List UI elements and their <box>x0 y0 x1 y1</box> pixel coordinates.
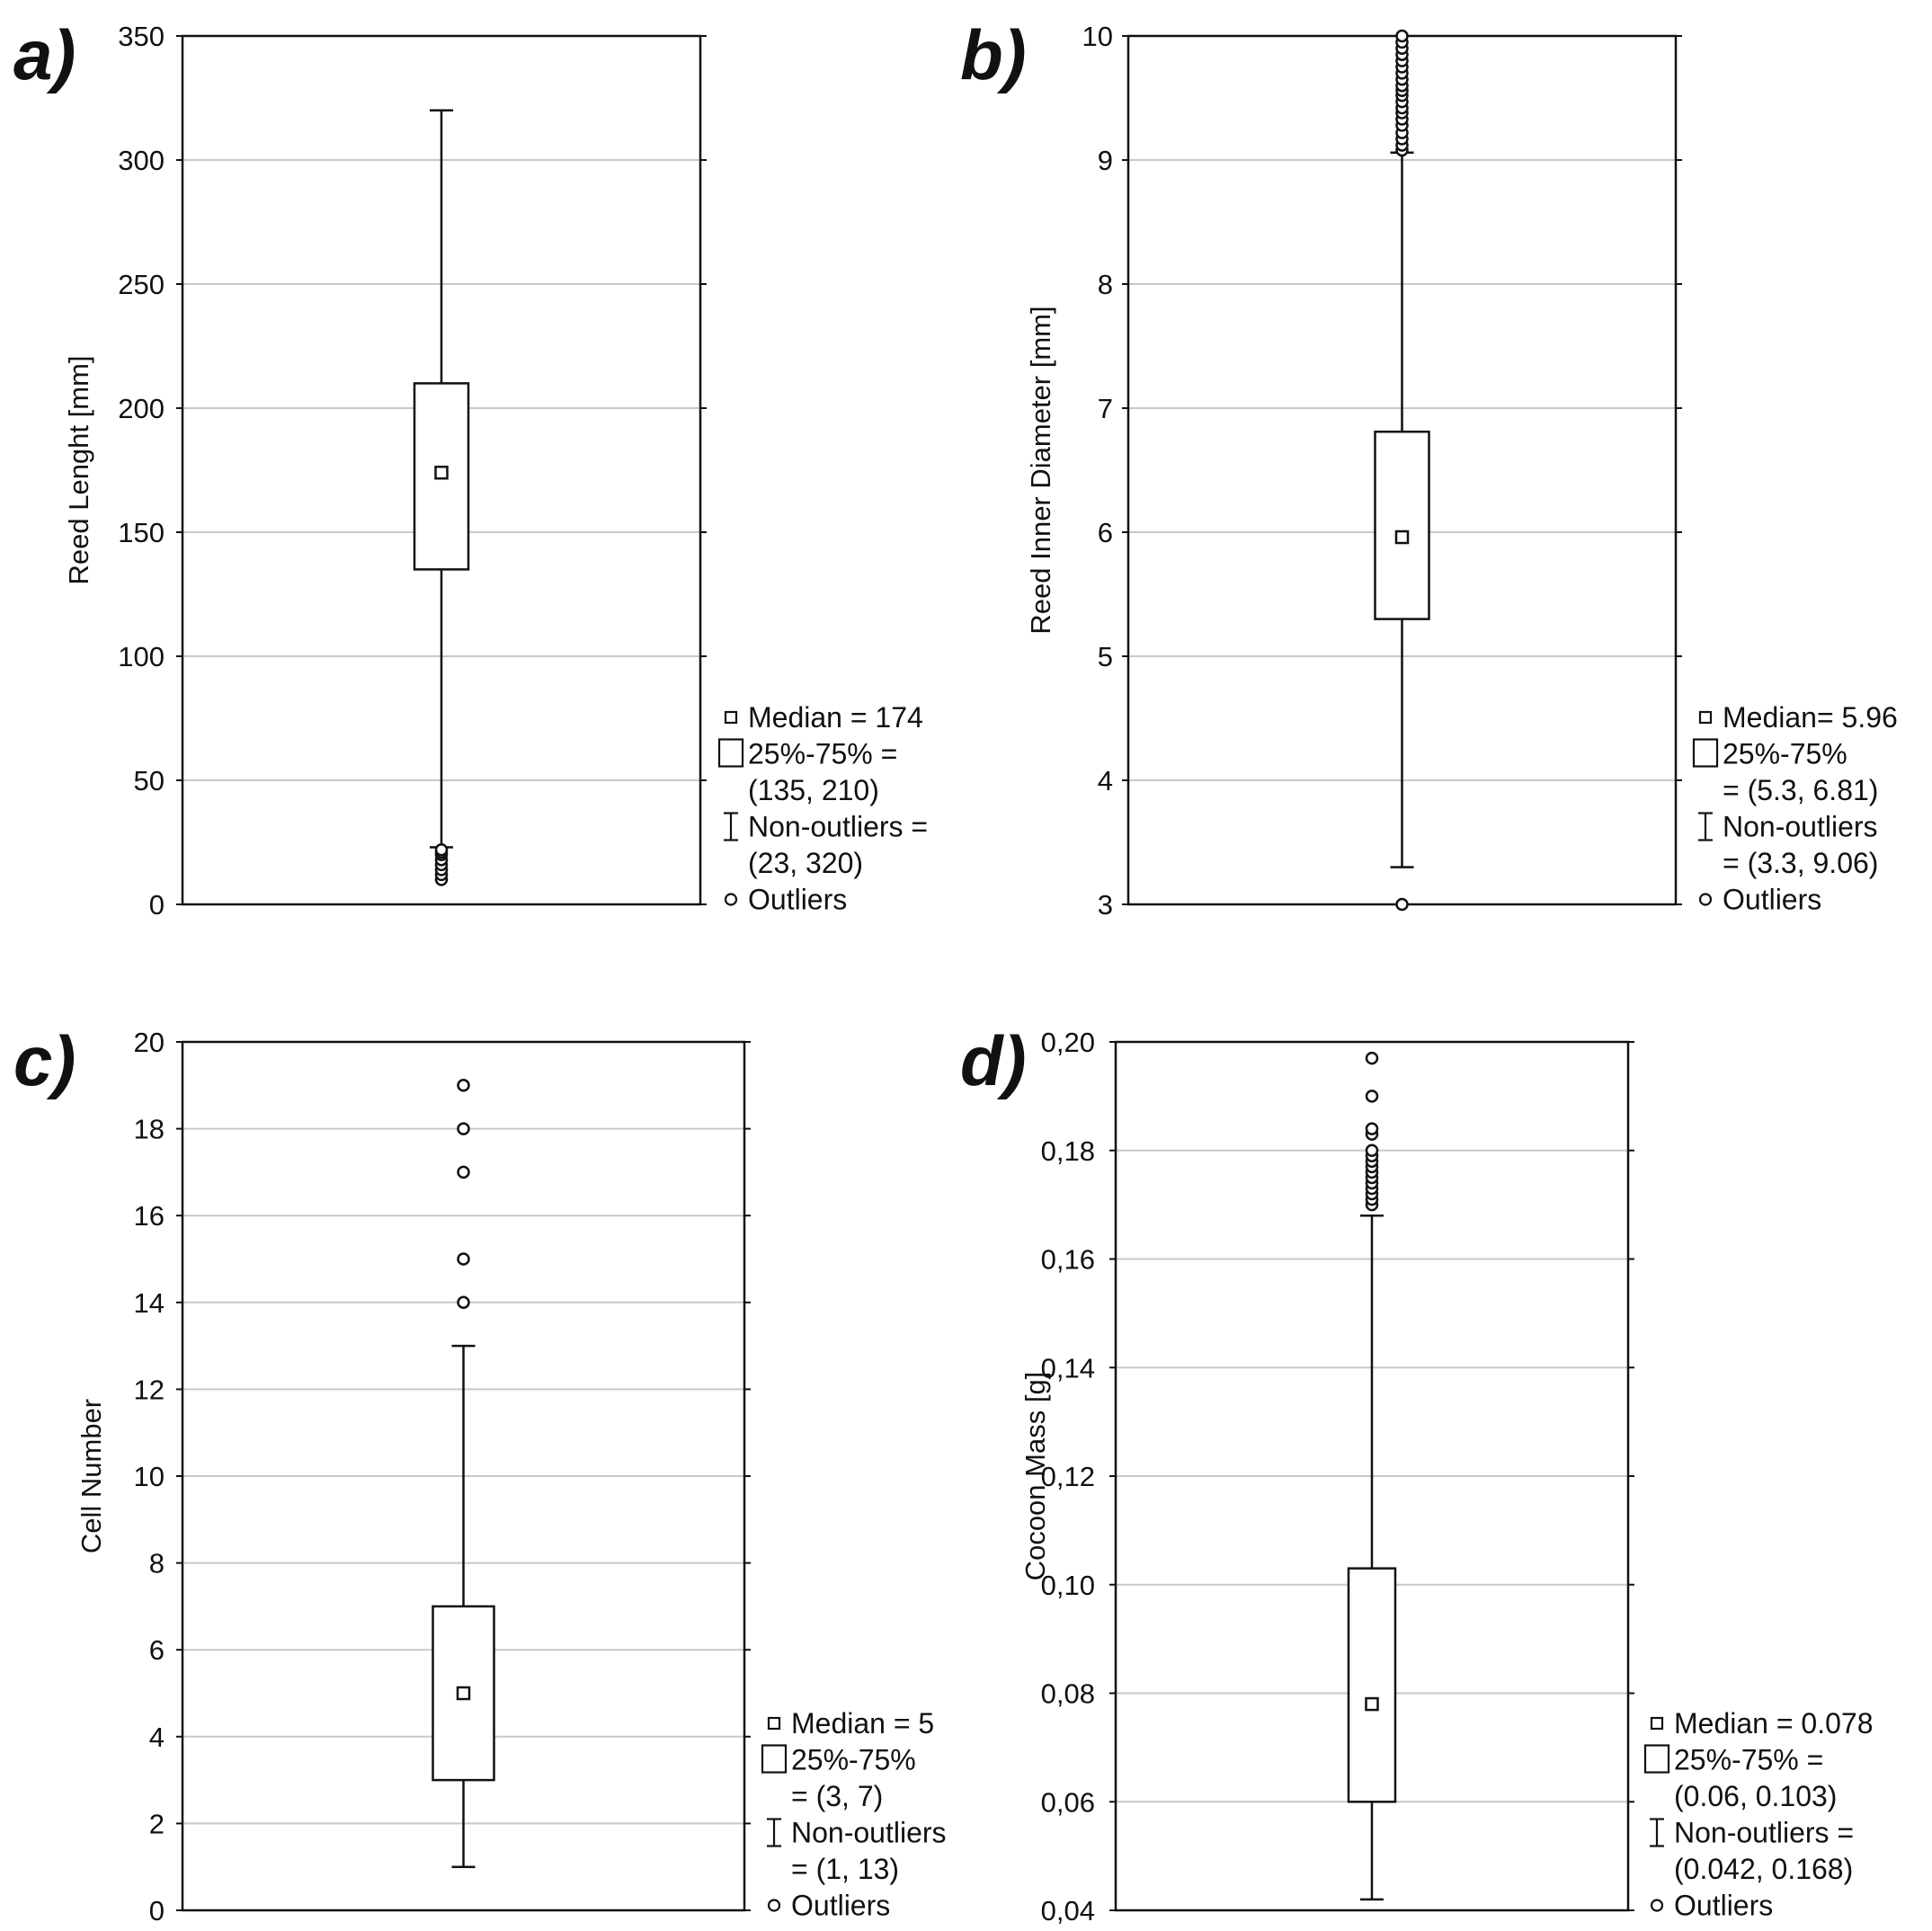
y-tick-label: 100 <box>118 641 165 672</box>
legend-median-text: Median = 174 <box>748 701 923 734</box>
legend-median-text: Median= 5.96 <box>1723 701 1898 734</box>
iqr-box <box>1376 432 1429 618</box>
median-marker <box>436 467 448 478</box>
outlier-point <box>1397 31 1408 41</box>
y-tick-label: 0,04 <box>1040 1895 1095 1927</box>
y-tick-label: 0 <box>148 889 165 921</box>
legend-outliers-text: Outliers <box>1723 883 1822 916</box>
outlier-point <box>1367 1053 1377 1063</box>
legend-quartiles-text: 25%-75% <box>1723 737 1847 770</box>
y-tick-label: 0,20 <box>1040 1027 1095 1058</box>
y-tick-label: 20 <box>133 1027 165 1058</box>
panel-letter: a) <box>13 15 76 94</box>
legend-outlier-icon <box>1700 894 1711 905</box>
y-tick-label: 14 <box>133 1286 165 1319</box>
legend-quartiles-text: = (3, 7) <box>791 1780 884 1812</box>
outlier-point <box>1397 899 1408 910</box>
legend-nonoutliers-text: Non-outliers <box>1723 810 1878 843</box>
y-tick-label: 18 <box>133 1113 165 1145</box>
y-tick-label: 4 <box>148 1721 165 1753</box>
outlier-point <box>1367 1145 1377 1156</box>
median-marker <box>1367 1698 1378 1710</box>
outlier-point <box>459 1080 469 1090</box>
legend-outliers-text: Outliers <box>1674 1889 1774 1922</box>
median-marker <box>458 1687 469 1699</box>
legend-quartiles-text: 25%-75% = <box>1674 1743 1824 1776</box>
legend-nonoutliers-text: (23, 320) <box>748 847 864 879</box>
y-tick-label: 8 <box>148 1547 165 1580</box>
y-tick-label: 0,08 <box>1040 1677 1095 1710</box>
legend-box-icon <box>762 1746 786 1773</box>
y-tick-label: 0,14 <box>1040 1352 1095 1384</box>
y-axis-title: Reed Lenght [mm] <box>63 355 94 585</box>
legend-median-text: Median = 0.078 <box>1674 1707 1874 1740</box>
outlier-point <box>459 1167 469 1178</box>
y-axis-title: Cocoon Mass [g] <box>1019 1371 1051 1581</box>
legend-quartiles-text: = (5.3, 6.81) <box>1723 774 1879 806</box>
legend-nonoutliers-text: Non-outliers <box>791 1816 947 1849</box>
y-tick-label: 16 <box>133 1200 165 1232</box>
legend-outliers-text: Outliers <box>791 1889 891 1922</box>
y-tick-label: 10 <box>133 1461 165 1492</box>
legend-quartiles-text: (135, 210) <box>748 774 879 806</box>
panel-letter: c) <box>13 1021 76 1100</box>
outlier-point <box>1367 1124 1377 1135</box>
legend-box-icon <box>1645 1746 1669 1773</box>
y-tick-label: 8 <box>1097 269 1113 300</box>
outlier-point <box>459 1297 469 1308</box>
outlier-point <box>436 844 447 855</box>
y-tick-label: 300 <box>118 145 165 176</box>
y-tick-label: 3 <box>1097 889 1113 921</box>
legend-nonoutliers-text: = (1, 13) <box>791 1853 900 1885</box>
y-tick-label: 0,12 <box>1040 1461 1095 1492</box>
y-tick-label: 350 <box>118 21 165 52</box>
legend-quartiles-text: 25%-75% <box>791 1743 916 1776</box>
legend-median-icon <box>1652 1718 1662 1729</box>
y-tick-label: 0,18 <box>1040 1135 1095 1167</box>
y-tick-label: 200 <box>118 393 165 424</box>
y-tick-label: 0 <box>148 1895 165 1927</box>
y-tick-label: 6 <box>1097 517 1113 548</box>
legend-median-icon <box>726 712 736 723</box>
legend-quartiles-text: (0.06, 0.103) <box>1674 1780 1838 1812</box>
y-tick-label: 2 <box>148 1808 165 1840</box>
y-axis-title: Cell Number <box>76 1398 107 1554</box>
y-tick-label: 0,16 <box>1040 1243 1095 1276</box>
panel-letter: b) <box>960 15 1027 94</box>
legend-outlier-icon <box>769 1900 779 1911</box>
y-tick-label: 4 <box>1097 765 1113 796</box>
legend-median-icon <box>1700 712 1711 723</box>
panel-letter: d) <box>960 1021 1027 1100</box>
outlier-point <box>459 1254 469 1265</box>
y-tick-label: 5 <box>1097 641 1113 672</box>
y-tick-label: 0,10 <box>1040 1569 1095 1601</box>
legend-nonoutliers-text: Non-outliers = <box>1674 1816 1855 1849</box>
y-tick-label: 7 <box>1097 393 1113 424</box>
legend-median-icon <box>769 1718 779 1729</box>
y-tick-label: 10 <box>1082 21 1113 52</box>
y-tick-label: 12 <box>133 1374 165 1406</box>
legend-outlier-icon <box>726 894 736 905</box>
y-tick-label: 150 <box>118 517 165 548</box>
y-tick-label: 0,06 <box>1040 1786 1095 1819</box>
y-tick-label: 50 <box>133 765 165 796</box>
legend-median-text: Median = 5 <box>791 1707 935 1740</box>
legend-box-icon <box>719 740 743 767</box>
legend-nonoutliers-text: Non-outliers = <box>748 810 929 843</box>
legend-box-icon <box>1694 740 1717 767</box>
legend-nonoutliers-text: (0.042, 0.168) <box>1674 1853 1854 1885</box>
legend-quartiles-text: 25%-75% = <box>748 737 898 770</box>
outlier-point <box>1367 1090 1377 1101</box>
legend-nonoutliers-text: = (3.3, 9.06) <box>1723 847 1879 879</box>
median-marker <box>1396 531 1408 543</box>
iqr-box <box>1349 1569 1395 1802</box>
legend-outlier-icon <box>1652 1900 1662 1911</box>
y-tick-label: 250 <box>118 269 165 300</box>
y-tick-label: 9 <box>1097 145 1113 176</box>
legend-outliers-text: Outliers <box>748 883 848 916</box>
y-axis-title: Reed Inner Diameter [mm] <box>1025 306 1056 635</box>
outlier-point <box>459 1124 469 1135</box>
y-tick-label: 6 <box>148 1634 165 1667</box>
